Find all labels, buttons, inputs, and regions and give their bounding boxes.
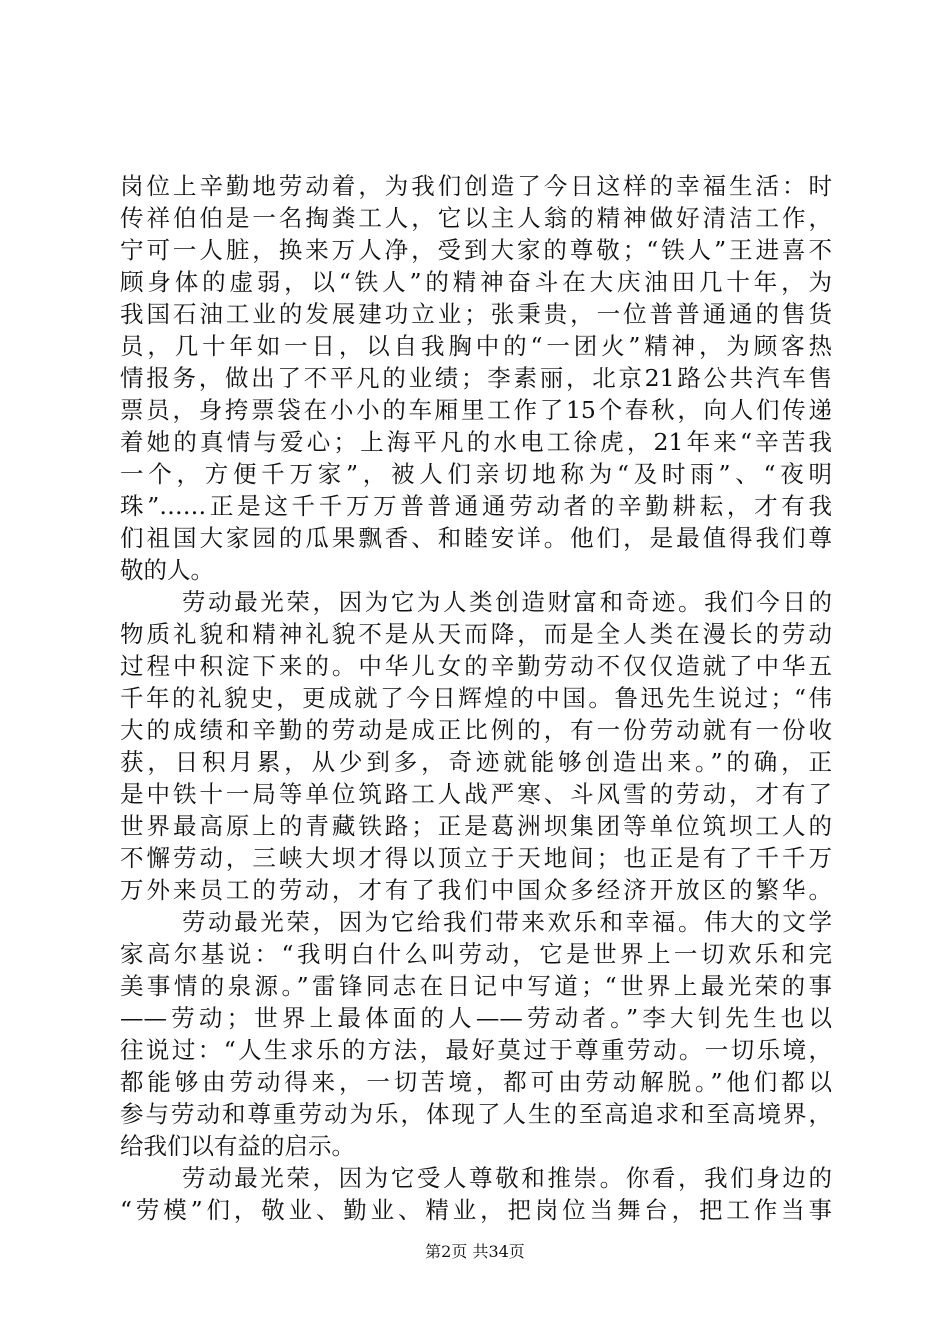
text-line: 着她的真情与爱心；上海平凡的水电工徐虎，21年来“辛苦我 [120,428,832,456]
text-line: 一个，方便千万家”，被人们亲切地称为“及时雨”、“夜明 [120,460,832,488]
text-line: 我国石油工业的发展建功立业；张秉贵，一位普普通通的售货 [120,300,832,328]
text-line: 获，日积月累，从少到多，奇迹就能够创造出来。”的确，正 [120,748,832,776]
text-line: 传祥伯伯是一名掏粪工人，它以主人翁的精神做好清洁工作， [120,204,832,232]
page-number-footer: 第2页 共34页 [425,1242,525,1261]
text-line: 世界最高原上的青藏铁路；正是葛洲坝集团等单位筑坝工人的 [120,812,832,840]
text-line: 物质礼貌和精神礼貌不是从天而降，而是全人类在漫长的劳动 [120,620,832,648]
text-line: 千年的礼貌史，更成就了今日辉煌的中国。鲁迅先生说过；“伟 [120,684,832,712]
paragraph-first-line: 劳动最光荣，因为它为人类创造财富和奇迹。我们今日的 [182,588,832,616]
text-line: 岗位上辛勤地劳动着，为我们创造了今日这样的幸福生活：时 [120,172,832,200]
text-line: 票员，身挎票袋在小小的车厢里工作了15个春秋，向人们传递 [120,396,832,424]
paragraph-first-line: 劳动最光荣，因为它受人尊敬和推崇。你看，我们身边的 [182,1164,832,1192]
text-line: 都能够由劳动得来，一切苦境，都可由劳动解脱。”他们都以 [120,1068,832,1096]
text-line: 家高尔基说：“我明白什么叫劳动，它是世界上一切欢乐和完 [120,940,832,968]
text-line: 过程中积淀下来的。中华儿女的辛勤劳动不仅仅造就了中华五 [120,652,832,680]
text-line: 们祖国大家园的瓜果飘香、和睦安详。他们，是最值得我们尊 [120,524,832,552]
text-line: 是中铁十一局等单位筑路工人战严寒、斗风雪的劳动，才有了 [120,780,832,808]
text-line: ——劳动；世界上最体面的人——劳动者。”李大钊先生也以 [120,1004,832,1032]
text-line: “劳模”们，敬业、勤业、精业，把岗位当舞台，把工作当事 [120,1196,832,1224]
text-line: 宁可一人脏，换来万人净，受到大家的尊敬；“铁人”王进喜不 [120,236,832,264]
text-line: 参与劳动和尊重劳动为乐，体现了人生的至高追求和至高境界， [120,1100,832,1128]
text-line: 敬的人。 [120,556,214,584]
text-line: 珠”……正是这千千万万普普通通劳动者的辛勤耕耘，才有我 [120,492,832,520]
paragraph-first-line: 劳动最光荣，因为它给我们带来欢乐和幸福。伟大的文学 [182,908,832,936]
text-line: 大的成绩和辛勤的劳动是成正比例的，有一份劳动就有一份收 [120,716,832,744]
text-line: 不懈劳动，三峡大坝才得以顶立于天地间；也正是有了千千万 [120,844,832,872]
text-line: 顾身体的虚弱，以“铁人”的精神奋斗在大庆油田几十年，为 [120,268,832,296]
text-line: 万外来员工的劳动，才有了我们中国众多经济开放区的繁华。 [120,876,832,904]
text-line: 情报务，做出了不平凡的业绩；李素丽，北京21路公共汽车售 [120,364,832,392]
text-line: 美事情的泉源。”雷锋同志在日记中写道；“世界上最光荣的事 [120,972,832,1000]
text-line: 给我们以有益的启示。 [120,1132,355,1160]
text-line: 员，几十年如一日，以自我胸中的“一团火”精神，为顾客热 [120,332,832,360]
text-line: 往说过：“人生求乐的方法，最好莫过于尊重劳动。一切乐境， [120,1036,832,1064]
